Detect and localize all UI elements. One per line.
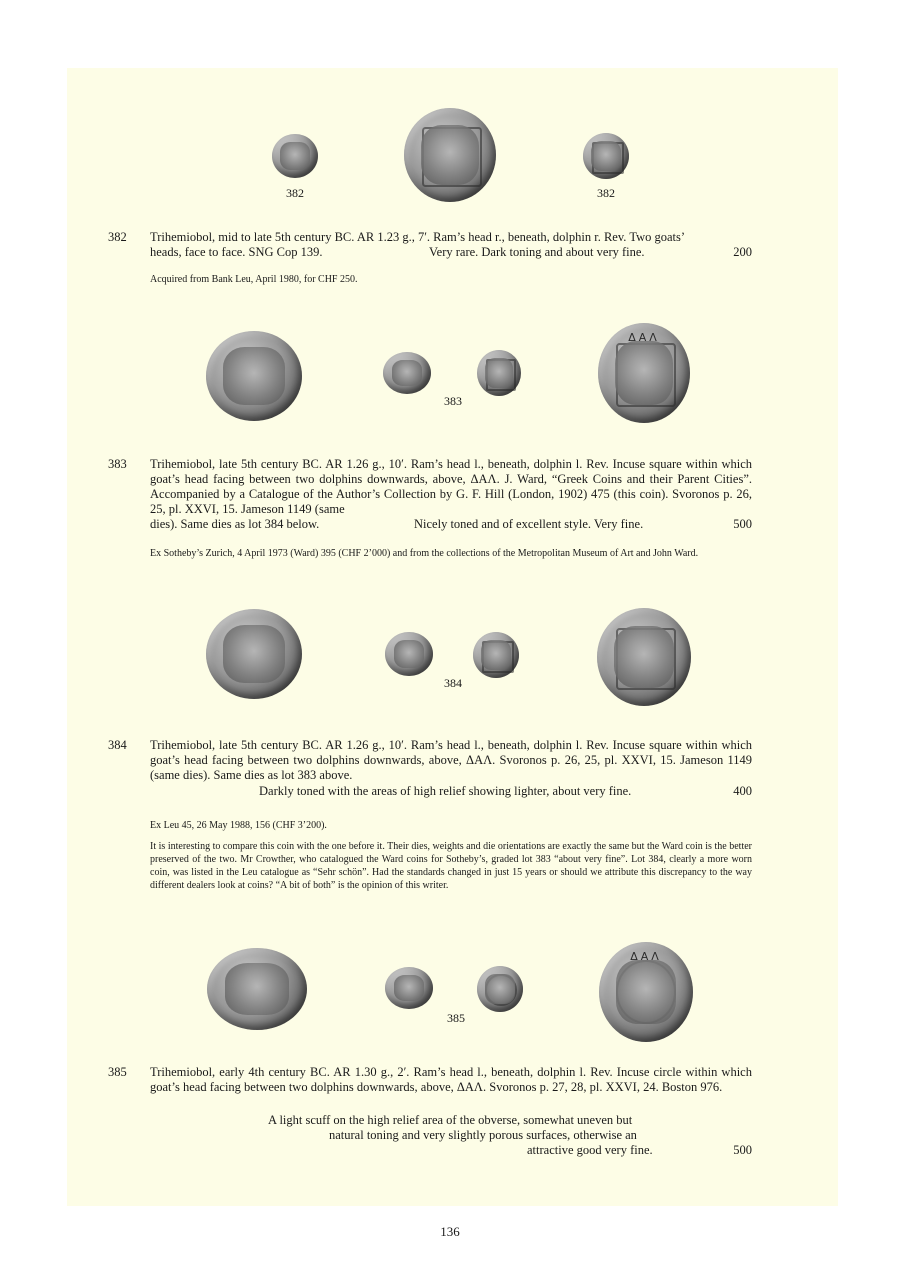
coin-caption: 382 [597, 186, 615, 200]
lot-description-line: heads, face to face. SNG Cop 139. [150, 245, 323, 259]
commentary-note: It is interesting to compare this coin with the one before it. Their dies, weights and die orientations are exactly the same but the Ward coin is the better preserved of the two. Mr Crowther, who catalogued the Ward coins for Sotheby’s, graded lot 383 “about very fine”. Lot 384, clearly a more worn coin, was listed in the Leu catalogue as “Sehr schön”. Had the standards changed in just 15 years or should we attribute this discrepancy to the way different dealers look at coins? “A bit of both” is the opinion of this writer. [150, 841, 752, 891]
lot-estimate: 500 [733, 1143, 752, 1157]
lot-number: 383 [108, 457, 127, 471]
lot-number: 385 [108, 1065, 127, 1079]
coin-384-enlarged-obverse [206, 609, 302, 699]
lot-description: Trihemiobol, late 5th century BC. AR 1.26 g., 10′. Ram’s head l., beneath, dolphin l. Rev. Incuse square within which goat’s head facing between two dolphins downwards, above, ΔΑΛ. Svoronos p. 26, 25, pl. XXVI, 15. Jameson 1149 (same dies). Same dies as lot 383 above. [150, 738, 752, 782]
lot-number: 382 [108, 230, 127, 244]
coin-caption: 382 [286, 186, 304, 200]
coin-383-enlarged-reverse [598, 323, 690, 423]
coin-caption: 383 [444, 394, 462, 408]
lot-condition-line: A light scuff on the high relief area of the obverse, somewhat uneven but [268, 1113, 633, 1127]
coin-383-small-obverse [383, 352, 431, 394]
coin-382-enlarged [404, 108, 496, 202]
lot-estimate: 500 [733, 517, 752, 531]
lot-description-text: Trihemiobol, late 5th century BC. AR 1.26 g., 10′. Ram’s head l., beneath, dolphin l. Rev. Incuse square within which goat’s head facing between two dolphins downwards, above, ΔΑΛ. J. Ward, “Greek Coins and their Parent Cities”. Accompanied by a Catalogue of the Author’s Collection by G. F. Hill (London, 1902) 475 (this coin). Svoronos p. 26, 25, pl. XXVI, 15. Jameson 1149 (same [150, 457, 752, 516]
lot-description-line: Trihemiobol, mid to late 5th century BC. AR 1.23 g., 7′. Ram’s head r., beneath, dolphin r. Rev. Two goats’ [150, 230, 686, 244]
coin-legend: ΔΑΛ [628, 331, 660, 344]
lot-number: 384 [108, 738, 127, 752]
lot-condition: Nicely toned and of excellent style. Very fine. [414, 517, 644, 531]
page-number: 136 [440, 1224, 460, 1239]
coin-legend: ΔΑΛ [630, 950, 662, 963]
lot-condition: Very rare. Dark toning and about very fine. [429, 245, 645, 259]
lot-description-line: dies). Same dies as lot 384 below. [150, 517, 320, 531]
provenance-note: Acquired from Bank Leu, April 1980, for CHF 250. [150, 274, 358, 285]
coin-caption: 384 [444, 676, 462, 690]
coin-382-small-obverse [272, 134, 318, 178]
lot-description: Trihemiobol, early 4th century BC. AR 1.30 g., 2′. Ram’s head l., beneath, dolphin l. Rev. Incuse circle within which goat’s head facing between two dolphins downwards, above, ΔΑΛ. Svoronos p. 27, 28, pl. XXVI, 24. Boston 976. [150, 1065, 752, 1094]
coin-383-small-reverse [477, 350, 521, 396]
coin-385-enlarged-reverse [599, 942, 693, 1042]
coin-384-small-reverse [473, 632, 519, 678]
lot-estimate: 200 [733, 245, 752, 259]
coin-385-enlarged-obverse [207, 948, 307, 1030]
lot-condition: Darkly toned with the areas of high relief showing lighter, about very fine. [259, 784, 632, 798]
lot-condition-line: attractive good very fine. [527, 1143, 653, 1157]
coin-385-small-obverse [385, 967, 433, 1009]
provenance-note: Ex Sotheby’s Zurich, 4 April 1973 (Ward) 395 (CHF 2’000) and from the collections of the Metropolitan Museum of Art and John Ward. [150, 548, 699, 559]
lot-condition-line: natural toning and very slightly porous surfaces, otherwise an [329, 1128, 637, 1142]
coin-caption: 385 [447, 1011, 465, 1025]
provenance-note: Ex Leu 45, 26 May 1988, 156 (CHF 3’200). [150, 820, 327, 831]
coin-385-small-reverse [477, 966, 523, 1012]
coin-383-enlarged-obverse [206, 331, 302, 421]
coin-382-small-reverse [583, 133, 629, 179]
coin-384-enlarged-reverse [597, 608, 691, 706]
lot-estimate: 400 [733, 784, 752, 798]
coin-384-small-obverse [385, 632, 433, 676]
